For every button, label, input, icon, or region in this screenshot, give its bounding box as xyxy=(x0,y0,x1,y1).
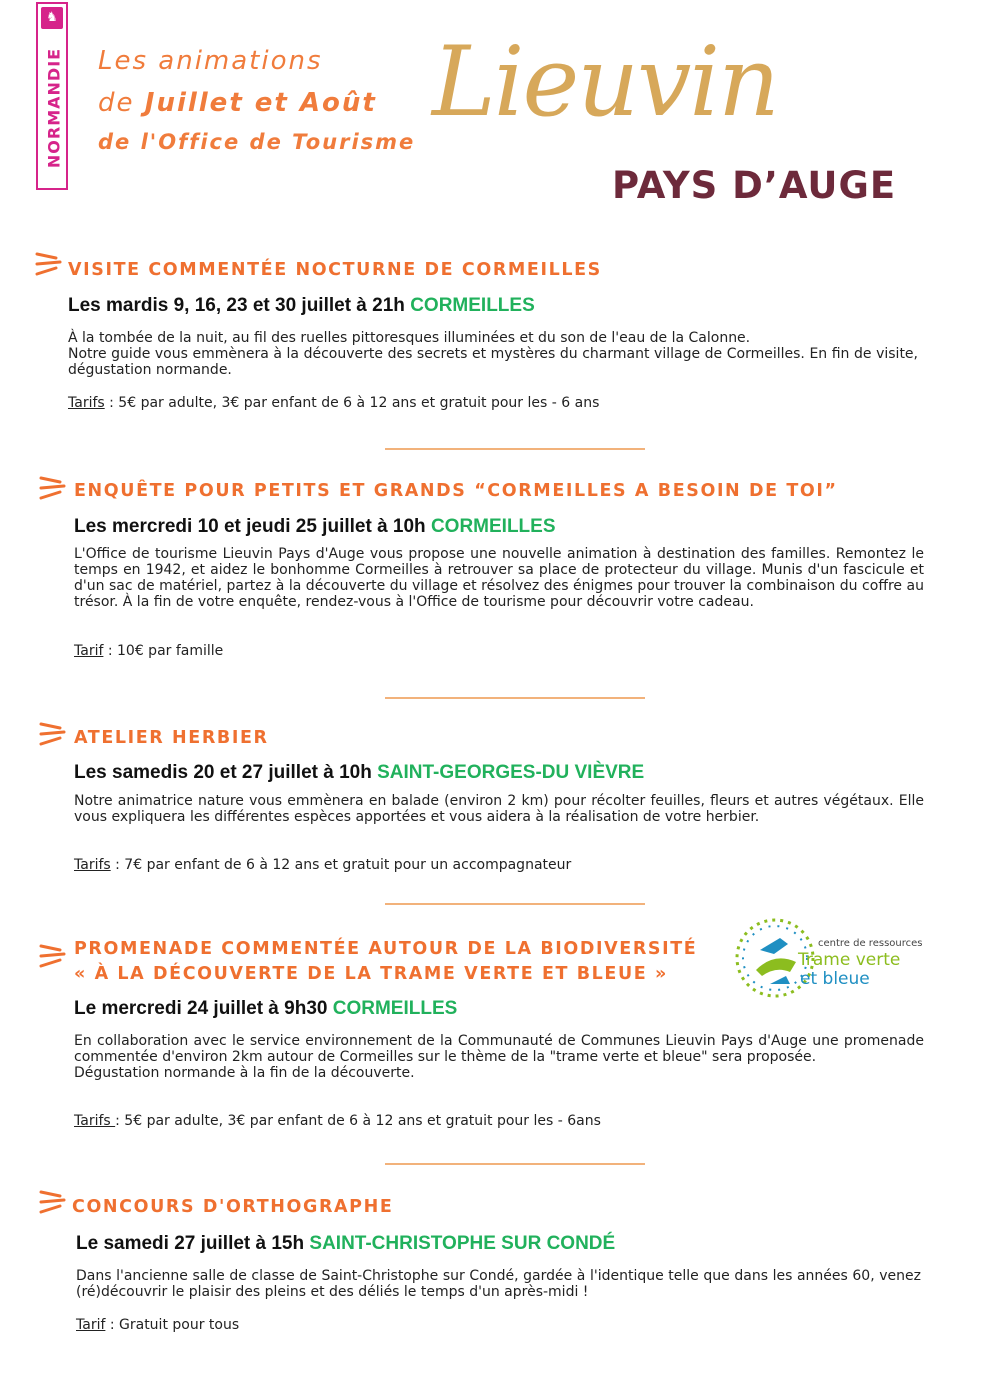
section-date: Les samedis 20 et 27 juillet à 10h SAINT-GEORGES-DU VIÈVRE xyxy=(74,762,645,783)
section-title: CONCOURS D'ORTHOGRAPHE xyxy=(72,1197,394,1217)
section-description: L'Office de tourisme Lieuvin Pays d'Auge vous propose une nouvelle animation à destination des familles. Remontez le temps en 1942, et aidez le bonhomme Cormeilles à retrouver sa place de protecteur du village. Munis d'un fascicule et d'un sac de matériel, partez à la découverte du village et résolvez des énigmes pour trouver la combinaison du coffre au trésor. À la fin de votre enquête, rendez-vous à l'Office de tourisme pour découvrir votre cadeau. xyxy=(74,546,924,610)
section-date: Le samedi 27 juillet à 15h SAINT-CHRISTOPHE SUR CONDÉ xyxy=(76,1233,616,1254)
section-description: Dans l'ancienne salle de classe de Saint-Christophe sur Condé, gardée à l'identique telle que dans les années 60, venez (ré)découvrir le plaisir des pleins et des déliés le temps d'un après-midi ! xyxy=(76,1268,921,1300)
section-title: ENQUÊTE POUR PETITS ET GRANDS “CORMEILLES A BESOIN DE TOI” xyxy=(74,481,838,501)
section-description: À la tombée de la nuit, au fil des ruelles pittoresques illuminées et du son de l'eau de la Calonne. Notre guide vous emmènera à la découverte des secrets et mystères du charmant village de Cormeilles. En fin de visite, dégustation normande. xyxy=(68,330,918,378)
section-date: Les mercredi 10 et jeudi 25 juillet à 10h CORMEILLES xyxy=(74,516,556,537)
section-place: CORMEILLES xyxy=(410,295,535,316)
header-line-1: Les animations xyxy=(98,46,323,76)
section-divider xyxy=(385,448,645,450)
section-place: SAINT-CHRISTOPHE SUR CONDÉ xyxy=(309,1233,616,1254)
section-date: Les mardis 9, 16, 23 et 30 juillet à 21h CORMEILLES xyxy=(68,295,535,316)
section-divider xyxy=(385,1163,645,1165)
brand-logo-script: Lieuvin xyxy=(432,26,778,138)
section-place: SAINT-GEORGES-DU VIÈVRE xyxy=(377,762,645,783)
section-description: En collaboration avec le service environnement de la Communauté de Communes Lieuvin Pays d'Auge une promenade commentée d'environ 2km autour de Cormeilles sur le thème de la "trame verte et bleue" sera proposée. Dégustation normande à la fin de la découverte. xyxy=(74,1033,924,1081)
section-title: PROMENADE COMMENTÉE AUTOUR DE LA BIODIVERSITÉ xyxy=(74,939,698,959)
section-place: CORMEILLES xyxy=(332,998,458,1019)
trame-line-2: et bleue xyxy=(800,969,870,989)
header-line-3: de l'Office de Tourisme xyxy=(98,130,416,154)
section-date: Le mercredi 24 juillet à 9h30 CORMEILLES xyxy=(74,998,458,1019)
chevron-accent-icon xyxy=(38,472,68,500)
section-divider xyxy=(385,697,645,699)
normandie-lion-icon: ♞ xyxy=(41,7,63,29)
trame-small-label: centre de ressources xyxy=(818,938,923,949)
section-price: Tarifs : 7€ par enfant de 6 à 12 ans et gratuit pour un accompagnateur xyxy=(74,857,572,873)
section-price: Tarifs : 5€ par adulte, 3€ par enfant de 6 à 12 ans et gratuit pour les - 6ans xyxy=(74,1113,601,1129)
section-price: Tarif : Gratuit pour tous xyxy=(76,1317,240,1333)
normandie-label: NORMANDIE xyxy=(44,47,64,169)
header-line-2: de Juillet et Août xyxy=(98,88,377,118)
section-title-line-2: « À LA DÉCOUVERTE DE LA TRAME VERTE ET BLEUE » xyxy=(74,964,668,984)
chevron-accent-icon xyxy=(34,248,64,276)
section-title: VISITE COMMENTÉE NOCTURNE DE CORMEILLES xyxy=(68,260,602,280)
normandie-badge xyxy=(36,2,68,190)
section-description: Notre animatrice nature vous emmènera en balade (environ 2 km) pour récolter feuilles, fleurs et autres végétaux. Elle vous expliquera les différentes espèces apportées et vous aidera à la réalisation de votre herbier. xyxy=(74,793,924,825)
brand-subtitle: PAYS D’AUGE xyxy=(612,164,897,207)
section-divider xyxy=(385,903,645,905)
section-price: Tarif : 10€ par famille xyxy=(74,643,224,659)
chevron-accent-icon xyxy=(38,718,68,746)
section-price: Tarifs : 5€ par adulte, 3€ par enfant de 6 à 12 ans et gratuit pour les - 6 ans xyxy=(68,395,600,411)
section-place: CORMEILLES xyxy=(430,516,556,537)
chevron-accent-icon xyxy=(38,1186,68,1214)
trame-verte-bleue-logo xyxy=(730,910,930,1006)
trame-line-1: Trame verte xyxy=(798,950,901,970)
chevron-accent-icon xyxy=(38,940,68,968)
section-title: ATELIER HERBIER xyxy=(74,728,269,748)
